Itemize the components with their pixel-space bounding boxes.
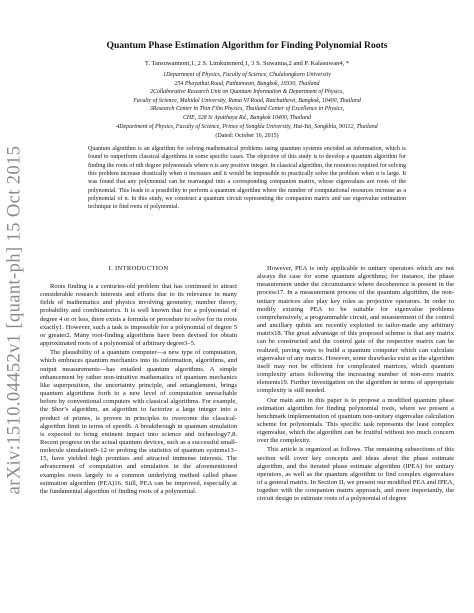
author-list: T. Tansuwannont,1, 2 S. Limkumnerd,1, 3 S. Suwanna,2 and P. Kalasuwan4, * bbox=[144, 60, 350, 67]
right-column bbox=[257, 265, 454, 504]
affiliation-line: Faculty of Science, Mahidol University, Rama VI Road, Ratchathewi, Bangkok, 10400, Thailand bbox=[133, 97, 361, 104]
paper-title: Quantum Phase Estimation Algorithm for Finding Polynomial Roots bbox=[106, 40, 388, 51]
affiliation-line: 254 Phayathai Road, Pathumwan, Bangkok, 10330, Thailand bbox=[174, 80, 320, 87]
affiliation-line: 1Department of Physics, Faculty of Science, Chulalongkorn University bbox=[163, 72, 331, 78]
affiliation-line: 4Department of Physics, Faculty of Science, Prince of Songkla University, Hat-Yai, Songkhla, 90112, Thailand bbox=[116, 123, 378, 130]
body-paragraph: The plausibility of a quantum computer—a new type of computation, which embraces quantum mechanics into its information, algorithms, and output measurements—has entailed quantum algorithms. A simple enhancement by rather non-intuitive mathematics of quantum mechanics like superposition, the uncertainty principle, and entanglement, brings quantum algorithms forth to a new level of computation unreachable before by conventional computers with classical algorithms. For example, the Shor’s algorithm, an algorithm to factorize a large integer into a product of primes, is proven in principles to overcome the classical-algorithm limit in terms of speed6. A breakthrough in quantum simulation is expected to bring eminent impact into science and technology7,8. Recent progress on the actual quantum devices, such as a successful small-molecule simulation9–12 or probing the statistics of quantum systems13–15, have yielded high promises and attracted immense interests. The advancement of computation and simulation in the aforementioned examples owes largely to a common underlying method called phase estimation algorithm (PEA)16. Still, PEA can be improved, especially at the fundamental algorithm of finding roots of a polynomial. bbox=[40, 349, 237, 495]
affiliation-line: 3Research Center in Thin Film Physics, Thailand Center of Excellence in Physics, bbox=[149, 106, 345, 113]
body-paragraph: Roots finding is a centuries-old problem that has continued to attract considerable research interests and efforts due to its relevance in many fields of mathematics and physics involving geometry, number theory, probability and combinatorics. It is well known that for a polynomial of degree 4 or or less, there exists a formula or procedure to solve for its roots exactly1. However, such a task is impossible for a polynomial of degree 5 or greater2. Many root-finding algorithms have been devised for obtain approximated roots of a polynomial of arbitrary degree3–5. bbox=[40, 283, 237, 348]
body-paragraph: Our main aim in this paper is to propose a modified quantum phase estimation algorithm for finding polynomial roots, where we present a benchmark implementation of quantum non-unitary eigenvalue calculation scheme for polynomials. This specific task represents the least complex eigenvalue, which the algorithm can be fruitful without too much concern over the complexity. bbox=[257, 396, 454, 445]
section-heading: I. INTRODUCTION bbox=[108, 265, 169, 272]
arxiv-identifier: arXiv:1510.04452v1 [quant-ph] 15 Oct 2015 bbox=[4, 145, 25, 495]
affiliation-line: CHE, 328 Si Ayutthaya Rd., Bangkok 10400, Thailand bbox=[182, 114, 311, 121]
affiliations bbox=[40, 71, 454, 131]
arxiv-sidebar bbox=[0, 40, 30, 600]
dated-line: (Dated: October 16, 2015) bbox=[215, 133, 279, 139]
abstract: Quantum algorithm is an algorithm for solving mathematical problems using quantum systems encoded as information, which is found to outperform classical algorithms in some specific cases. The objective of this study is to develop a quantum algorithm for finding the roots of nth degree polynomials where n is any positive integer. In classical algorithm, the resources required for solving this problem increase drastically when n increases and it would be impossible to practically solve the problem when n is large. It was found that any polynomial can be rearranged into a corresponding companion matrix, whose eigenvalues are roots of the polynomial. This leads to a possibility to perform a quantum algorithm where the number of computational resources increase as a polynomial of n. In this study, we construct a quantum circuit representing the companion matrix and use eigenvalue estimation technique to find roots of polynomial. bbox=[88, 146, 406, 211]
left-column bbox=[40, 265, 237, 496]
body-paragraph: This article is organized as follows. The remaining subsections of this section will cover key concepts and ideas about the phase estimate algorithm, and the iterated phase estimate algorithm (IPEA) for unitary operators, as well as the quantum algorithm to find complex eigenvalues of a general matrix. In Section II, we present our modified PEA and IPEA, together with the companion matrix approach, and more importantly, the circuit design to estimate roots of a polynomial of degree bbox=[257, 446, 454, 503]
affiliation-line: 2Collaborative Research Unit on Quantum Information & Department of Physics, bbox=[150, 89, 344, 96]
body-paragraph: However, PEA is only applicable to unitary operators which are not always the case for some quantum algorithms; for instance, the phase measurement under the circumstance where decoherence is present in the process17. In a measurement process of the quantum algorithm, the non-unitary matrices also play key roles as projective operators. In order to modify existing PEA to be suitable for eigenvalue problems comprehensively, a programmable circuit, and measurement of the control and ancillary qubits are recently exploited to tailor-made any arbitrary matrix18. The great advantage of this proposed scheme is that any matrix can be constructed and the control gate of the respective matrix can be realized, paving ways to build a quantum computer which can calculate eigenvalue of any matrix. However, some drawbacks exist as the algorithm itself may not be efficient for complicated matrices, which quantum complexity arises following the increasing number of non-zero matrix elements19. Further investigation on the algorithm in terms of appropriate complexity is still needed. bbox=[257, 265, 454, 395]
